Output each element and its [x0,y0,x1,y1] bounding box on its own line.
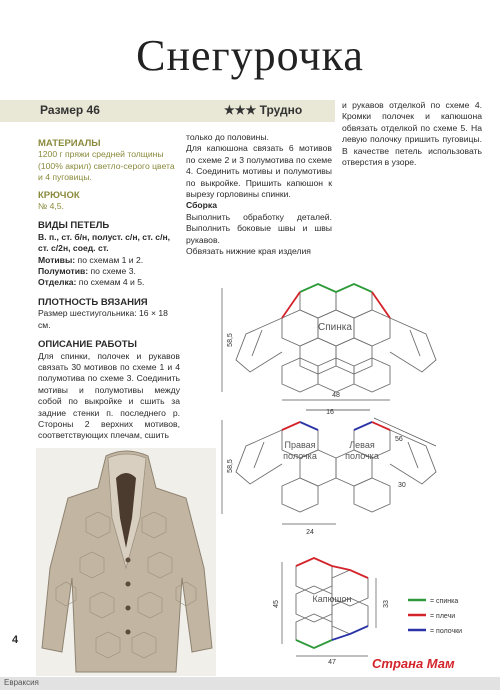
half-motif-label: Полумотив: [38,266,89,277]
work-heading: ОПИСАНИЕ РАБОТЫ [38,339,137,351]
materials-heading: МАТЕРИАЛЫ [38,138,101,149]
back-width-dim: 48 [332,392,340,399]
right-front-label-1: Правая [284,440,316,450]
difficulty-label: ★★★ Трудно [224,103,303,117]
hook-text: № 4,5. [38,201,64,212]
right-front-label-2: полочка [283,451,317,461]
col3-p1: и рукавов отделкой по схеме 4. Кромки полочек и капюшона обвязать отделкой по схеме 5. На левую полочку пришить пуговицы. В качестве петель использовать отверстия в узоре. [342,100,482,168]
col2-p4: Обвязать нижние края изделия [186,246,311,257]
footer-bar [0,677,500,690]
col2-p1: только до половины. [186,132,269,142]
cuff-dim: 30 [398,482,406,489]
front-height-dim: 58,5 [227,459,234,473]
back-schematic [236,284,436,392]
left-front-label-2: полочка [345,451,379,461]
col2-p2: Для капюшона связать 6 мотивов по схеме 2 и 3 полумотива по схеме 4. Соединить мотивы и полумотивы по выкройке. Пришить капюшон к вырезу горловины спинки. [186,143,332,200]
back-label: Спинка [318,322,352,333]
neck-dim: 16 [326,409,334,416]
hood-label: Капюшон [312,594,352,604]
left-front-label-1: Левая [349,440,375,450]
hood-side-dim: 33 [383,600,390,608]
stitches-heading: ВИДЫ ПЕТЕЛЬ [38,220,110,232]
gauge-heading: ПЛОТНОСТЬ ВЯЗАНИЯ [38,296,148,308]
stitches-text: В. п., ст. б/н, полуст. с/н, ст. с/н, ст. с/2н, соед. ст. [38,231,171,254]
motifs-value: по схемам 1 и 2. [75,254,144,265]
assembly-heading: Сборка [186,200,217,211]
footer-text: Евраксия [4,678,39,687]
trim-label: Отделка: [38,277,77,288]
legend [408,598,462,635]
trim-value: по схемам 4 и 5. [76,277,145,288]
motifs-label: Мотивы: [38,254,76,265]
gauge-text: Размер шестиугольника: 16 × 18 см. [38,308,168,330]
half-motif-value: по схеме 3. [88,266,136,277]
materials-text: 1200 г пряжи средней толщины (100% акрил) светло-серого цвета и 4 пуговицы. [38,149,175,183]
size-label: Размер 46 [40,103,100,117]
watermark: Страна Мам [372,656,455,671]
back-height-dim: 58,5 [227,333,234,347]
work-text: Для спинки, полочек и рукавов связать 30 мотивов по схеме 1 и 4 полумотива по схеме 3. Соединить мотивы и полумотивы между собой по выкройке и сшить за задние стенки п. последнего р. Стороны 2 верхних мотивов, соответствующих плечам, сшить [38,350,180,441]
sleeve-dim: 56 [395,436,403,443]
hood-height-dim: 45 [273,600,280,608]
page-title: Снегурочка [136,31,364,80]
fronts-schematic [236,410,436,512]
hood-width-dim: 47 [328,659,336,666]
legend-label-back: = спинка [430,598,459,605]
legend-label-shoulders: = плечи [430,613,456,620]
legend-label-fronts: = полочки [430,628,463,635]
col2-p3: Выполнить обработку деталей. Выполнить боковые швы и швы рукавов. [186,211,332,245]
hook-heading: КРЮЧОК [38,189,80,201]
page-number: 4 [12,634,19,646]
front-width-dim: 24 [306,529,314,536]
